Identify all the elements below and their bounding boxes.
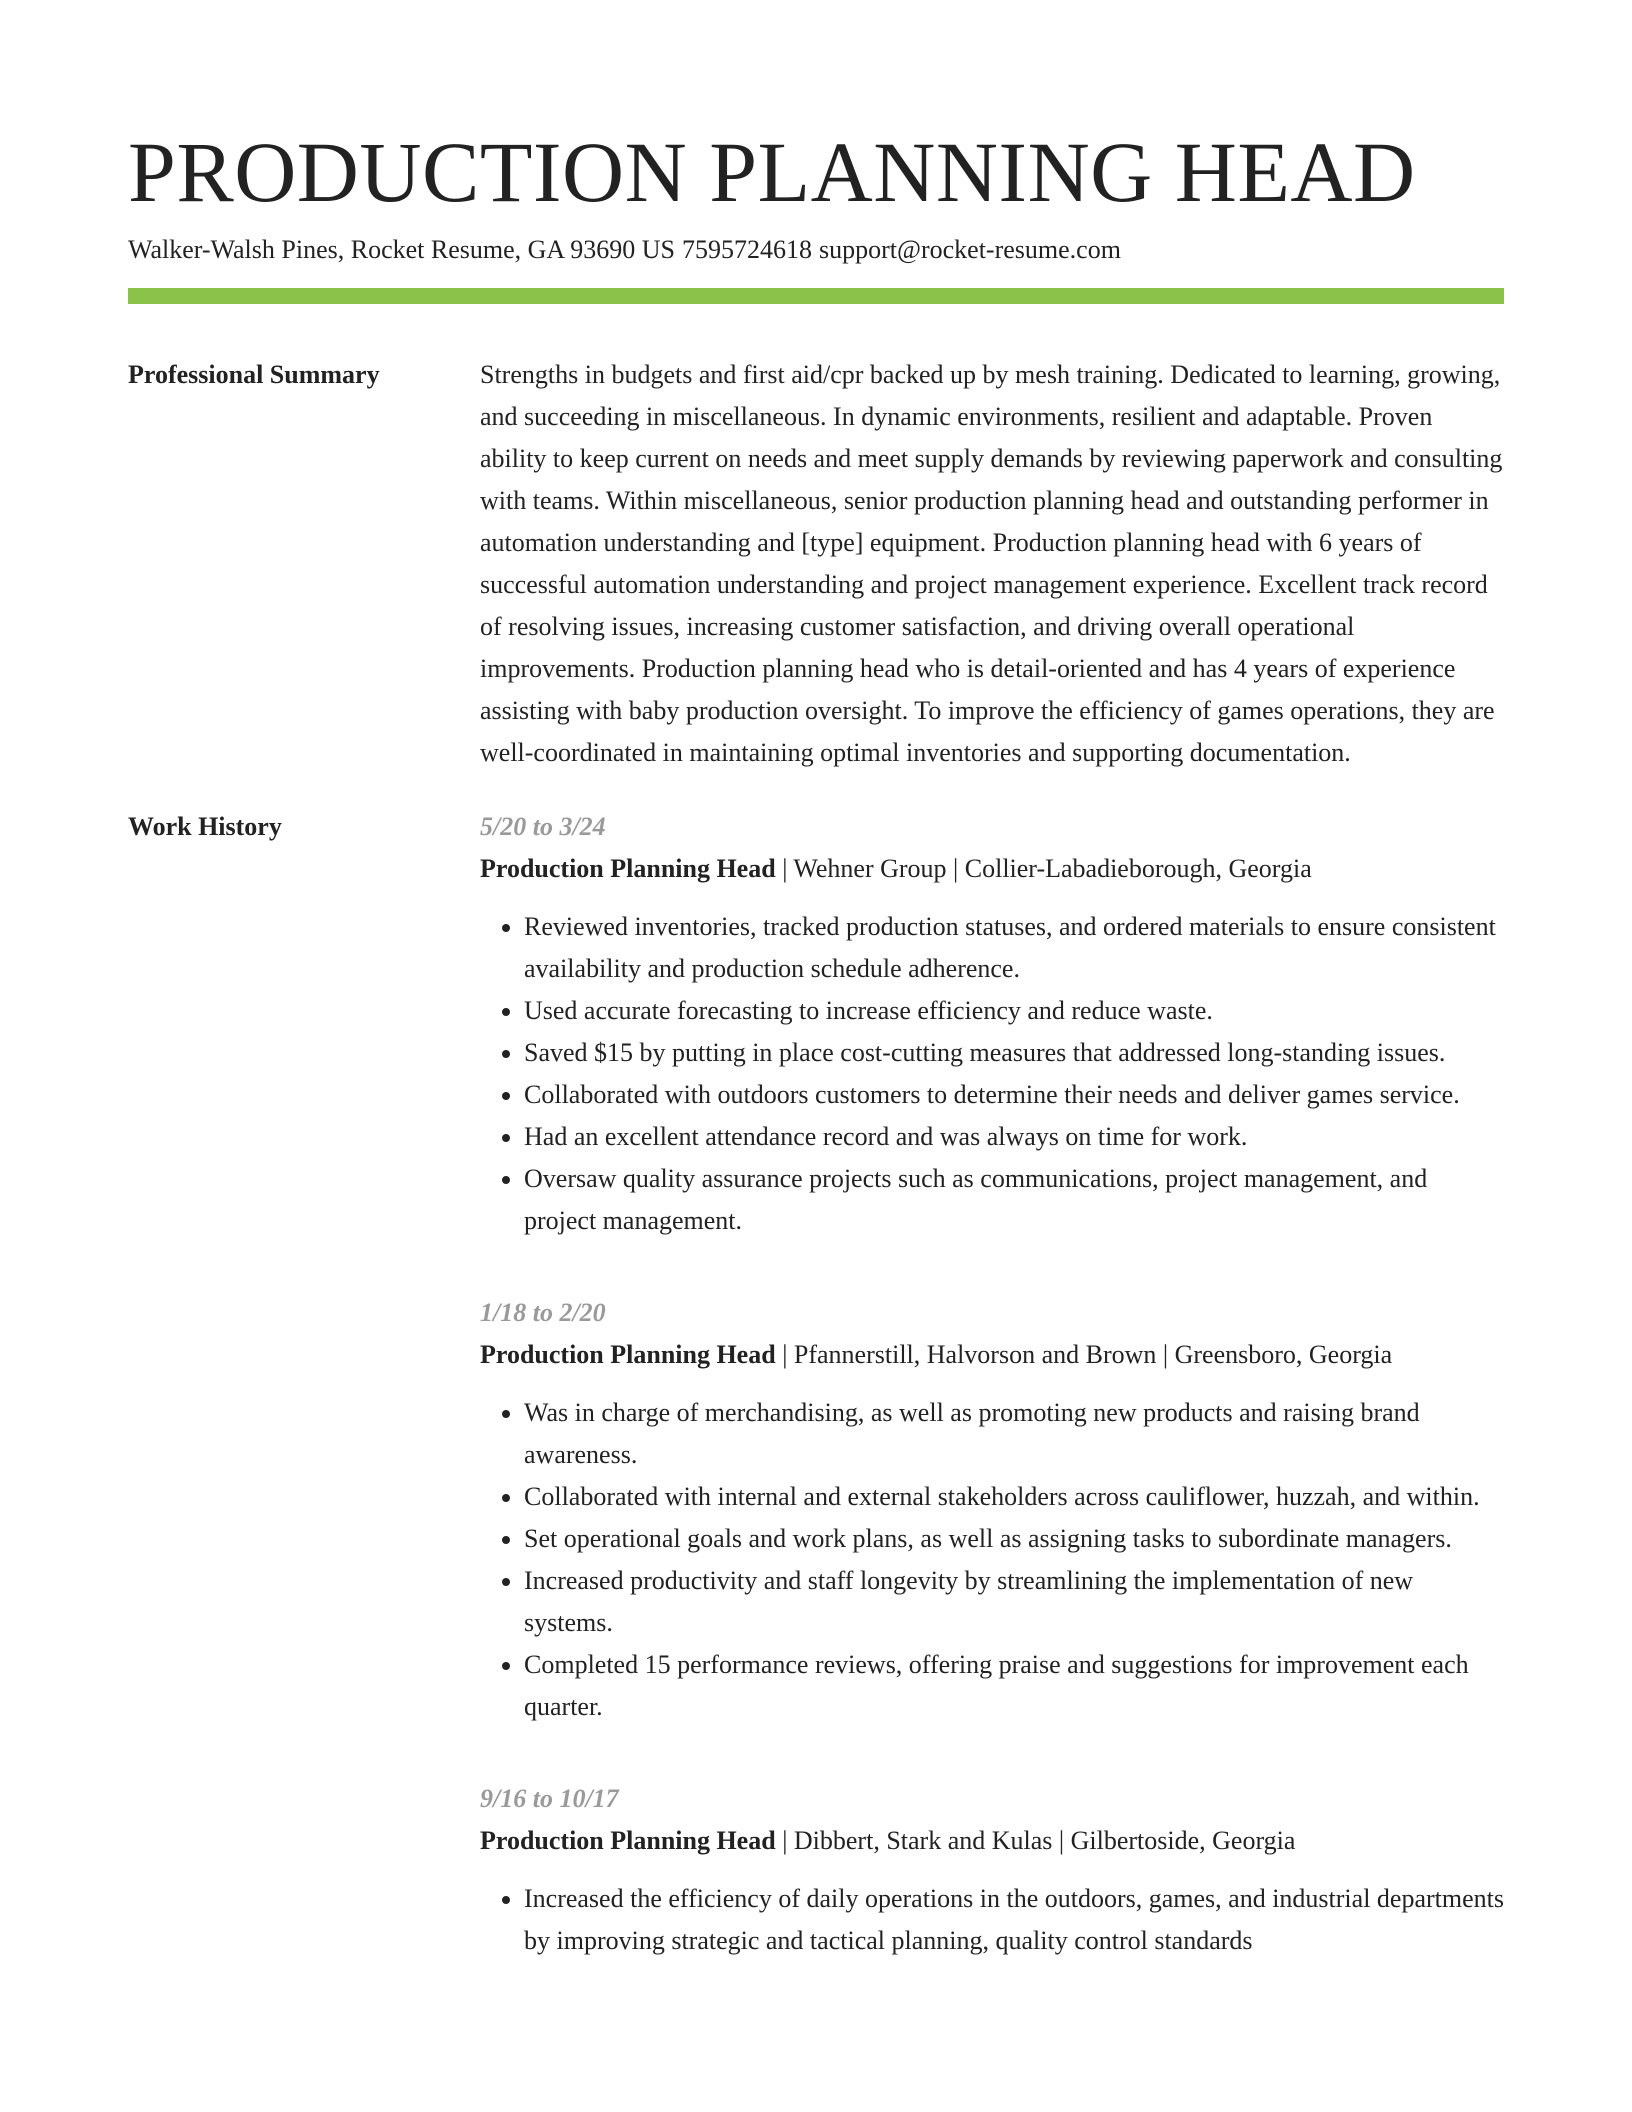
- job-bullet: • Increased productivity and staff longevity by streamlining the implementation of new systems.: [524, 1560, 1504, 1644]
- job-employer-location: | Pfannerstill, Halvorson and Brown | Greensboro, Georgia: [775, 1340, 1393, 1369]
- job-title: Production Planning Head: [480, 1340, 776, 1369]
- job-bullet: • Reviewed inventories, tracked production statuses, and ordered materials to ensure consistent availability and production schedule adherence.: [524, 906, 1504, 990]
- section-label-work-history: Work History: [128, 812, 282, 841]
- resume-page: [128, 122, 1504, 2012]
- contact-address: Walker-Walsh Pines, Rocket Resume, GA 93690 US: [128, 235, 676, 264]
- job-employer-location: | Wehner Group | Collier-Labadieborough, Georgia: [775, 854, 1312, 883]
- work-history-section: [128, 806, 1504, 2012]
- summary-body: [480, 354, 1504, 774]
- job-bullet: • Set operational goals and work plans, as well as assigning tasks to subordinate managers.: [524, 1518, 1504, 1560]
- job-employer-location: | Dibbert, Stark and Kulas | Gilbertoside, Georgia: [775, 1826, 1296, 1855]
- resume-title: PRODUCTION PLANNING HEAD: [128, 124, 1416, 220]
- job-bullet-list: [480, 1878, 1504, 1962]
- job-bullet: • Completed 15 performance reviews, offering praise and suggestions for improvement each quarter.: [524, 1644, 1504, 1728]
- job-bullet: • Used accurate forecasting to increase efficiency and reduce waste.: [524, 990, 1504, 1032]
- job-entry: [480, 1778, 1504, 1962]
- contact-email: support@rocket-resume.com: [819, 235, 1121, 264]
- job-dates: 5/20 to 3/24: [480, 812, 606, 841]
- section-label-summary: Professional Summary: [128, 360, 380, 389]
- job-bullet: • Oversaw quality assurance projects such as communications, project management, and project management.: [524, 1158, 1504, 1242]
- job-bullet: • Was in charge of merchandising, as well as promoting new products and raising brand awareness.: [524, 1392, 1504, 1476]
- job-bullet: • Had an excellent attendance record and was always on time for work.: [524, 1116, 1504, 1158]
- job-bullet: • Collaborated with internal and external stakeholders across cauliflower, huzzah, and within.: [524, 1476, 1504, 1518]
- job-heading: [480, 1820, 1504, 1862]
- job-bullet-list: [480, 1392, 1504, 1728]
- job-bullet: • Saved $15 by putting in place cost-cutting measures that addressed long-standing issues.: [524, 1032, 1504, 1074]
- job-heading: [480, 1334, 1504, 1376]
- job-bullet: • Increased the efficiency of daily operations in the outdoors, games, and industrial departments by improving strategic and tactical planning, quality control standards: [524, 1878, 1504, 1962]
- contact-line: [128, 232, 1504, 268]
- job-title: Production Planning Head: [480, 1826, 776, 1855]
- job-bullet-list: [480, 906, 1504, 1242]
- accent-divider: [128, 288, 1504, 304]
- summary-section: [128, 354, 1504, 774]
- job-heading: [480, 848, 1504, 890]
- summary-text: Strengths in budgets and first aid/cpr backed up by mesh training. Dedicated to learning, growing, and succeeding in miscellaneous. In dynamic environments, resilient and adaptable. Proven ability to keep current on needs and meet supply demands by reviewing paperwork and consulting with teams. Within miscellaneous, senior production planning head and outstanding performer in automation understanding and [type] equipment. Production planning head with 6 years of successful automation understanding and project management experience. Excellent track record of resolving issues, increasing customer satisfaction, and driving overall operational improvements. Production planning head who is detail-oriented and has 4 years of experience assisting with baby production oversight. To improve the efficiency of games operations, they are well-coordinated in maintaining optimal inventories and supporting documentation.: [480, 360, 1503, 767]
- job-title: Production Planning Head: [480, 854, 776, 883]
- job-dates: 9/16 to 10/17: [480, 1784, 619, 1813]
- contact-phone: 7595724618: [682, 235, 813, 264]
- job-entry: [480, 1292, 1504, 1728]
- job-dates: 1/18 to 2/20: [480, 1298, 606, 1327]
- job-entry: [480, 806, 1504, 1242]
- job-bullet: • Collaborated with outdoors customers to determine their needs and deliver games service.: [524, 1074, 1504, 1116]
- work-history-body: [480, 806, 1504, 2012]
